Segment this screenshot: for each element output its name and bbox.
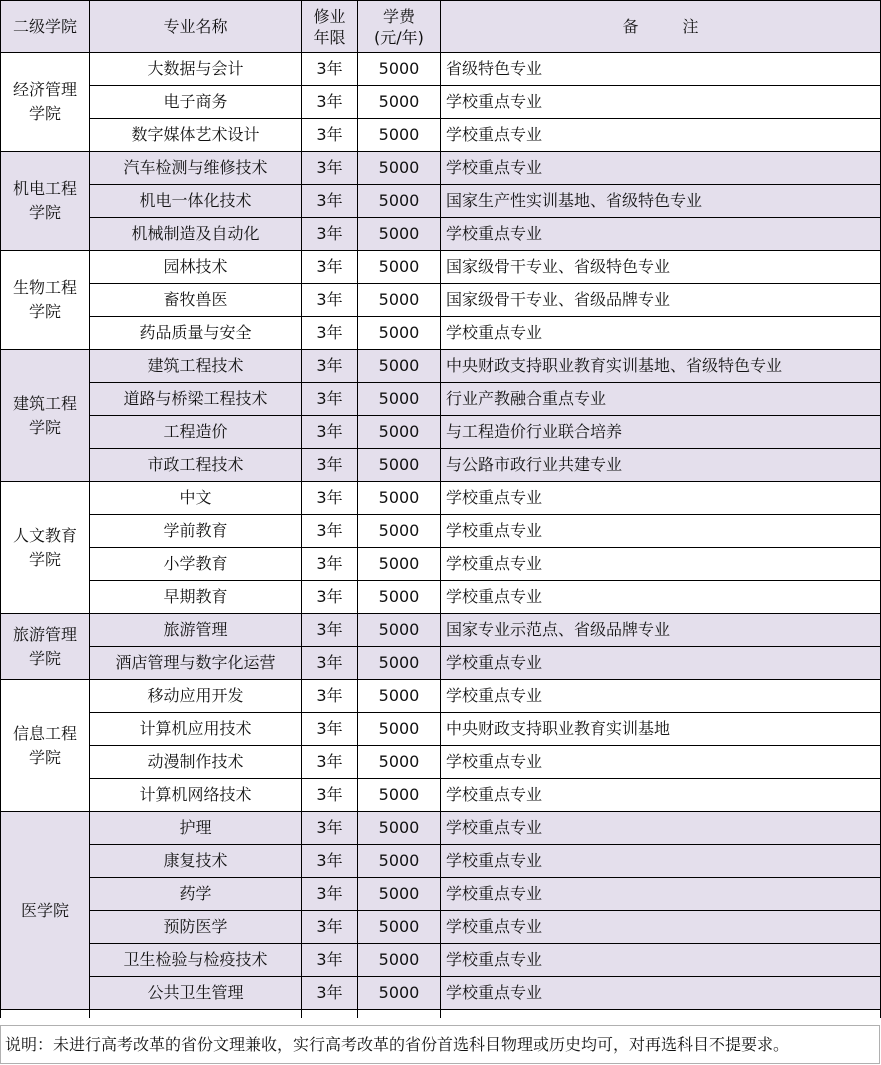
header-remark bbox=[441, 1, 881, 53]
table-body bbox=[1, 53, 881, 1019]
table-row bbox=[1, 944, 881, 977]
fee: 5000 bbox=[358, 845, 441, 878]
table-row bbox=[1, 416, 881, 449]
remark: 与公路市政行业共建专业 bbox=[441, 449, 881, 482]
remark: 学校重点专业 bbox=[441, 845, 881, 878]
fee: 5000 bbox=[358, 218, 441, 251]
fee: 5000 bbox=[358, 284, 441, 317]
major-name: 移动应用开发 bbox=[90, 680, 302, 713]
duration: 3年 bbox=[302, 713, 358, 746]
fee: 5000 bbox=[358, 86, 441, 119]
duration: 3年 bbox=[302, 449, 358, 482]
table-row bbox=[1, 647, 881, 680]
remark: 学校重点专业 bbox=[441, 977, 881, 1010]
spacer-cell bbox=[441, 1010, 881, 1019]
major-name: 康复技术 bbox=[90, 845, 302, 878]
remark: 学校重点专业 bbox=[441, 680, 881, 713]
remark: 行业产教融合重点专业 bbox=[441, 383, 881, 416]
table-row bbox=[1, 548, 881, 581]
table-row bbox=[1, 614, 881, 647]
duration: 3年 bbox=[302, 878, 358, 911]
fee: 5000 bbox=[358, 515, 441, 548]
duration: 3年 bbox=[302, 86, 358, 119]
remark: 学校重点专业 bbox=[441, 779, 881, 812]
table-row bbox=[1, 680, 881, 713]
remark: 学校重点专业 bbox=[441, 548, 881, 581]
major-name: 建筑工程技术 bbox=[90, 350, 302, 383]
duration: 3年 bbox=[302, 779, 358, 812]
table-row bbox=[1, 218, 881, 251]
college-name bbox=[1, 152, 90, 251]
duration: 3年 bbox=[302, 53, 358, 86]
remark: 国家级骨干专业、省级特色专业 bbox=[441, 251, 881, 284]
duration: 3年 bbox=[302, 515, 358, 548]
table-row bbox=[1, 878, 881, 911]
table-row bbox=[1, 317, 881, 350]
table-row bbox=[1, 383, 881, 416]
fee: 5000 bbox=[358, 119, 441, 152]
fee: 5000 bbox=[358, 713, 441, 746]
fee: 5000 bbox=[358, 911, 441, 944]
fee: 5000 bbox=[358, 548, 441, 581]
table-row bbox=[1, 251, 881, 284]
header-college: 二级学院 bbox=[1, 1, 90, 53]
major-name: 工程造价 bbox=[90, 416, 302, 449]
remark: 学校重点专业 bbox=[441, 878, 881, 911]
header-fee-line1: 学费 bbox=[382, 6, 415, 26]
header-fee bbox=[358, 1, 441, 53]
fee: 5000 bbox=[358, 878, 441, 911]
duration: 3年 bbox=[302, 614, 358, 647]
major-name: 护理 bbox=[90, 812, 302, 845]
remark: 学校重点专业 bbox=[441, 746, 881, 779]
header-duration-line1: 修业 bbox=[313, 6, 346, 26]
fee: 5000 bbox=[358, 383, 441, 416]
major-name: 药学 bbox=[90, 878, 302, 911]
major-name: 计算机网络技术 bbox=[90, 779, 302, 812]
table-row bbox=[1, 911, 881, 944]
major-name: 预防医学 bbox=[90, 911, 302, 944]
fee: 5000 bbox=[358, 416, 441, 449]
college-name-line: 学院 bbox=[28, 203, 61, 222]
duration: 3年 bbox=[302, 350, 358, 383]
college-name-line: 生物工程 bbox=[12, 278, 77, 297]
college-name-line: 学院 bbox=[28, 648, 61, 668]
table-row bbox=[1, 515, 881, 548]
duration: 3年 bbox=[302, 152, 358, 185]
remark: 学校重点专业 bbox=[441, 482, 881, 515]
duration: 3年 bbox=[302, 218, 358, 251]
table-row bbox=[1, 713, 881, 746]
college-name-line: 机电工程 bbox=[12, 179, 77, 198]
table-row bbox=[1, 812, 881, 845]
remark: 与工程造价行业联合培养 bbox=[441, 416, 881, 449]
duration: 3年 bbox=[302, 317, 358, 350]
duration: 3年 bbox=[302, 416, 358, 449]
fee: 5000 bbox=[358, 449, 441, 482]
duration: 3年 bbox=[302, 944, 358, 977]
duration: 3年 bbox=[302, 845, 358, 878]
college-name bbox=[1, 680, 90, 812]
college-name bbox=[1, 614, 90, 680]
table-row bbox=[1, 746, 881, 779]
remark: 学校重点专业 bbox=[441, 944, 881, 977]
duration: 3年 bbox=[302, 746, 358, 779]
remark: 学校重点专业 bbox=[441, 515, 881, 548]
header-duration-line2: 年限 bbox=[313, 27, 346, 47]
fee: 5000 bbox=[358, 482, 441, 515]
header-remark-b: 注 bbox=[682, 16, 699, 36]
major-name: 畜牧兽医 bbox=[90, 284, 302, 317]
college-name-line: 经济管理 bbox=[12, 80, 77, 99]
college-name-line: 学院 bbox=[28, 417, 61, 437]
spacer-cell bbox=[358, 1010, 441, 1019]
fee: 5000 bbox=[358, 581, 441, 614]
table-row bbox=[1, 350, 881, 383]
duration: 3年 bbox=[302, 482, 358, 515]
major-name: 计算机应用技术 bbox=[90, 713, 302, 746]
table-row bbox=[1, 152, 881, 185]
duration: 3年 bbox=[302, 284, 358, 317]
major-name: 机电一体化技术 bbox=[90, 185, 302, 218]
major-name: 园林技术 bbox=[90, 251, 302, 284]
major-name: 早期教育 bbox=[90, 581, 302, 614]
remark: 中央财政支持职业教育实训基地 bbox=[441, 713, 881, 746]
table-row bbox=[1, 284, 881, 317]
major-name: 卫生检验与检疫技术 bbox=[90, 944, 302, 977]
duration: 3年 bbox=[302, 119, 358, 152]
table-row bbox=[1, 53, 881, 86]
fee: 5000 bbox=[358, 53, 441, 86]
duration: 3年 bbox=[302, 647, 358, 680]
remark: 省级特色专业 bbox=[441, 53, 881, 86]
duration: 3年 bbox=[302, 383, 358, 416]
college-name-line: 旅游管理 bbox=[12, 624, 77, 644]
remark: 学校重点专业 bbox=[441, 581, 881, 614]
major-name: 学前教育 bbox=[90, 515, 302, 548]
spacer-cell bbox=[90, 1010, 302, 1019]
duration: 3年 bbox=[302, 581, 358, 614]
major-name: 汽车检测与维修技术 bbox=[90, 152, 302, 185]
fee: 5000 bbox=[358, 647, 441, 680]
fee: 5000 bbox=[358, 779, 441, 812]
major-name: 小学教育 bbox=[90, 548, 302, 581]
duration: 3年 bbox=[302, 548, 358, 581]
remark: 学校重点专业 bbox=[441, 911, 881, 944]
spacer-cell bbox=[1, 1010, 90, 1019]
college-name-line: 建筑工程 bbox=[12, 393, 77, 413]
college-name-line: 人文教育 bbox=[12, 525, 77, 545]
fee: 5000 bbox=[358, 350, 441, 383]
college-name-line: 信息工程 bbox=[12, 723, 77, 743]
major-name: 酒店管理与数字化运营 bbox=[90, 647, 302, 680]
duration: 3年 bbox=[302, 812, 358, 845]
table-row bbox=[1, 482, 881, 515]
duration: 3年 bbox=[302, 680, 358, 713]
table-row bbox=[1, 779, 881, 812]
remark: 学校重点专业 bbox=[441, 86, 881, 119]
major-name: 市政工程技术 bbox=[90, 449, 302, 482]
remark: 国家级骨干专业、省级品牌专业 bbox=[441, 284, 881, 317]
fee: 5000 bbox=[358, 317, 441, 350]
college-name bbox=[1, 53, 90, 152]
header-remark-a: 备 bbox=[622, 16, 639, 36]
college-name-line: 学院 bbox=[28, 549, 61, 569]
major-name: 道路与桥梁工程技术 bbox=[90, 383, 302, 416]
major-name: 中文 bbox=[90, 482, 302, 515]
header-fee-line2: (元/年) bbox=[374, 27, 424, 47]
fee: 5000 bbox=[358, 746, 441, 779]
fee: 5000 bbox=[358, 185, 441, 218]
college-name-line: 医学院 bbox=[20, 900, 69, 920]
remark: 学校重点专业 bbox=[441, 152, 881, 185]
fee: 5000 bbox=[358, 812, 441, 845]
table-row bbox=[1, 86, 881, 119]
remark: 学校重点专业 bbox=[441, 317, 881, 350]
college-name-line: 学院 bbox=[28, 302, 61, 321]
table-row bbox=[1, 977, 881, 1010]
college-name bbox=[1, 812, 90, 1010]
major-name: 电子商务 bbox=[90, 86, 302, 119]
major-name: 旅游管理 bbox=[90, 614, 302, 647]
remark: 学校重点专业 bbox=[441, 647, 881, 680]
header-duration bbox=[302, 1, 358, 53]
fee: 5000 bbox=[358, 977, 441, 1010]
college-name-line: 学院 bbox=[28, 104, 61, 123]
table-bottom-spacer bbox=[1, 1010, 881, 1019]
footnote: 说明：未进行高考改革的省份文理兼收，实行高考改革的省份首选科目物理或历史均可，对再选科目不提要求。 bbox=[0, 1025, 880, 1064]
college-name bbox=[1, 251, 90, 350]
remark: 学校重点专业 bbox=[441, 812, 881, 845]
fee: 5000 bbox=[358, 152, 441, 185]
remark: 国家生产性实训基地、省级特色专业 bbox=[441, 185, 881, 218]
college-name bbox=[1, 350, 90, 482]
major-name: 动漫制作技术 bbox=[90, 746, 302, 779]
duration: 3年 bbox=[302, 251, 358, 284]
college-name bbox=[1, 482, 90, 614]
spacer-cell bbox=[302, 1010, 358, 1019]
duration: 3年 bbox=[302, 185, 358, 218]
fee: 5000 bbox=[358, 614, 441, 647]
remark: 中央财政支持职业教育实训基地、省级特色专业 bbox=[441, 350, 881, 383]
college-name-line: 学院 bbox=[28, 747, 61, 767]
table-row bbox=[1, 449, 881, 482]
duration: 3年 bbox=[302, 977, 358, 1010]
major-name: 公共卫生管理 bbox=[90, 977, 302, 1010]
major-name: 机械制造及自动化 bbox=[90, 218, 302, 251]
major-name: 药品质量与安全 bbox=[90, 317, 302, 350]
duration: 3年 bbox=[302, 911, 358, 944]
remark: 学校重点专业 bbox=[441, 119, 881, 152]
fee: 5000 bbox=[358, 944, 441, 977]
table-row bbox=[1, 185, 881, 218]
header-row bbox=[1, 1, 881, 53]
table-row bbox=[1, 581, 881, 614]
fee: 5000 bbox=[358, 680, 441, 713]
major-name: 大数据与会计 bbox=[90, 53, 302, 86]
major-name: 数字媒体艺术设计 bbox=[90, 119, 302, 152]
fee: 5000 bbox=[358, 251, 441, 284]
remark: 国家专业示范点、省级品牌专业 bbox=[441, 614, 881, 647]
header-major: 专业名称 bbox=[90, 1, 302, 53]
table-row bbox=[1, 845, 881, 878]
remark: 学校重点专业 bbox=[441, 218, 881, 251]
table-row bbox=[1, 119, 881, 152]
